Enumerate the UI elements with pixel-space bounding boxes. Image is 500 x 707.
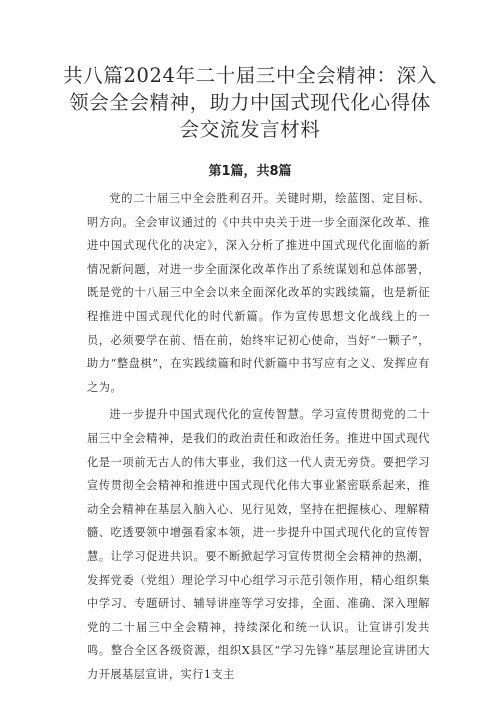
document-body xyxy=(87,187,430,690)
body-paragraph-1: 党的二十届三中全会胜利召开。关键时期，绘蓝图、定目标、明方向。全会审议通过的《中共中央关于进一步全面深化改革、推进中国式现代化的决定》，深入分析了推进中国式现代化面临的新情况新问题，对进一步全面深化改革作出了系统谋划和总体部署，既是党的十八届三中全会以来全面深化改革的实践续篇，也是新征程推进中国式现代化的时代新篇。作为宣传思想文化战线上的一员，必须要学在前、悟在前，始终牢记初心使命，当好“一颗子”，助力“整盘棋”，在实践续篇和时代新篇中书写应有之义、发挥应有之为。 xyxy=(87,192,430,394)
section-subheading: 第1篇，共8篇 xyxy=(208,164,292,179)
body-paragraph-2: 进一步提升中国式现代化的宣传智慧。学习宣传贯彻党的二十届三中全会精神，是我们的政治责任和政治任务。推进中国式现代化是一项前无古人的伟大事业，我们这一代人责无旁贷。要把学习宣传贯彻全会精神和推进中国式现代化伟大事业紧密联系起来，推动全会精神在基层入脑入心、见行见效，坚持在把握核心、理解精髓、吃透要领中增强看家本领，进一步提升中国式现代化的宣传智慧。让学习促进共识。要不断掀起学习宣传贯彻全会精神的热潮，发挥党委（党组）理论学习中心组学习示范引领作用，精心组织集中学习、专题研讨、辅导讲座等学习安排，全面、准确、深入理解党的二十届三中全会精神，持续深化和统一认识。让宣讲引发共鸣。整合全区各级资源，组织X县区“学习先锋”基层理论宣讲团大力开展基层宣讲，实行1支主 xyxy=(87,408,430,681)
document-title: 共八篇2024年二十届三中全会精神：深入领会全会精神，助力中国式现代化心得体会交流发言材料 xyxy=(63,64,437,141)
